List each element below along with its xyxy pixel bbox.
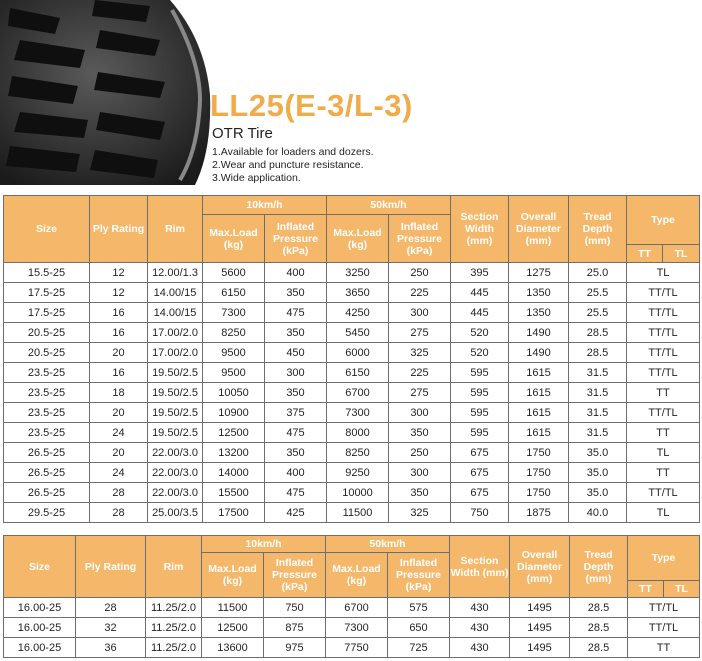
table-cell: 11.25/2.0 [146, 618, 202, 638]
header-max-load: Max.Load (kg) [203, 215, 265, 263]
table-cell: 7750 [326, 638, 388, 658]
table-cell: 3650 [327, 283, 389, 303]
header-pressure: Inflated Pressure (kPa) [389, 215, 451, 263]
header-size: Size [4, 536, 76, 598]
table-cell: 13200 [203, 443, 265, 463]
table-cell: 20.5-25 [4, 343, 90, 363]
tire-image [0, 0, 215, 185]
header-type: Type [628, 536, 700, 581]
table-cell: 12 [90, 283, 148, 303]
header-ply-rating: Ply Rating [76, 536, 146, 598]
table-row [4, 283, 700, 303]
table-cell: TT [628, 638, 700, 658]
table-cell: 19.50/2.5 [148, 363, 203, 383]
header-max-load: Max.Load (kg) [327, 215, 389, 263]
table-cell: 22.00/3.0 [148, 463, 203, 483]
table-cell: 12.00/1.3 [148, 263, 203, 283]
table-cell: 300 [389, 303, 451, 323]
table-cell: 425 [265, 503, 327, 523]
table-row [4, 638, 700, 658]
header-speed-10: 10km/h [202, 536, 326, 553]
table-cell: 445 [451, 303, 509, 323]
header-tl: TL [663, 245, 700, 263]
table-cell: 7300 [327, 403, 389, 423]
table-cell: 595 [451, 383, 509, 403]
table-cell: 28.5 [569, 323, 627, 343]
table-cell: 250 [389, 263, 451, 283]
table-cell: 6700 [327, 383, 389, 403]
table-cell: 350 [265, 283, 327, 303]
table-cell: 11500 [202, 598, 264, 618]
table-cell: 28 [90, 503, 148, 523]
header-pressure: Inflated Pressure (kPa) [388, 553, 450, 598]
table-cell: 445 [451, 283, 509, 303]
table-cell: 5600 [203, 263, 265, 283]
table-cell: 430 [450, 638, 510, 658]
header-tt: TT [628, 581, 664, 598]
table-cell: 28.5 [570, 638, 628, 658]
table-row [4, 423, 700, 443]
feature-item: 3.Wide application. [212, 172, 301, 184]
table-cell: 25.0 [569, 263, 627, 283]
table-cell: 3250 [327, 263, 389, 283]
table-cell: 1350 [509, 283, 569, 303]
header-overall-diameter: Overall Diameter (mm) [510, 536, 570, 598]
table-cell: 28 [76, 598, 146, 618]
table-row [4, 503, 700, 523]
table-cell: 1495 [510, 598, 570, 618]
header-max-load: Max.Load (kg) [202, 553, 264, 598]
table-cell: 10000 [327, 483, 389, 503]
table-cell: TT/TL [627, 343, 700, 363]
header-pressure: Inflated Pressure (kPa) [264, 553, 326, 598]
header-section-width: Section Width (mm) [450, 536, 510, 598]
table-cell: 17.5-25 [4, 283, 90, 303]
table-cell: 6700 [326, 598, 388, 618]
table-cell: TT/TL [627, 403, 700, 423]
table-cell: 475 [265, 483, 327, 503]
table-cell: 11.25/2.0 [146, 598, 202, 618]
header-tread-depth: Tread Depth (mm) [569, 196, 627, 263]
table-cell: 15500 [203, 483, 265, 503]
spec-table-main [3, 195, 700, 523]
table-cell: 31.5 [569, 423, 627, 443]
table-cell: 11.25/2.0 [146, 638, 202, 658]
header-type: Type [627, 196, 700, 245]
table-cell: 975 [264, 638, 326, 658]
table-cell: 7300 [326, 618, 388, 638]
table-row [4, 618, 700, 638]
table-cell: 17.5-25 [4, 303, 90, 323]
table-cell: 1615 [509, 363, 569, 383]
table-cell: 29.5-25 [4, 503, 90, 523]
table-cell: 28 [90, 483, 148, 503]
table-cell: 23.5-25 [4, 403, 90, 423]
header-ply-rating: Ply Rating [90, 196, 148, 263]
table-cell: 1615 [509, 383, 569, 403]
header-tt: TT [627, 245, 663, 263]
table-cell: 35.0 [569, 443, 627, 463]
table-cell: 24 [90, 463, 148, 483]
spec-table-secondary [3, 535, 700, 658]
product-title: LL25(E-3/L-3) [210, 88, 413, 123]
table-cell: 9500 [203, 363, 265, 383]
table-cell: 16.00-25 [4, 638, 76, 658]
header-tl: TL [664, 581, 700, 598]
table-cell: 22.00/3.0 [148, 443, 203, 463]
table-cell: 36 [76, 638, 146, 658]
table-cell: 14000 [203, 463, 265, 483]
table-row [4, 463, 700, 483]
table-cell: 520 [451, 323, 509, 343]
table-cell: 31.5 [569, 363, 627, 383]
table-cell: 8250 [203, 323, 265, 343]
table-cell: 750 [451, 503, 509, 523]
table-cell: 5450 [327, 323, 389, 343]
table-cell: 31.5 [569, 403, 627, 423]
table-cell: 400 [265, 263, 327, 283]
table-row [4, 343, 700, 363]
table-cell: 675 [451, 443, 509, 463]
table-cell: 22.00/3.0 [148, 483, 203, 503]
table-cell: 17500 [203, 503, 265, 523]
table-cell: 23.5-25 [4, 423, 90, 443]
table-cell: 16.00-25 [4, 618, 76, 638]
table-cell: 1750 [509, 483, 569, 503]
table-cell: 14.00/15 [148, 303, 203, 323]
table-cell: 19.50/2.5 [148, 423, 203, 443]
table-cell: 35.0 [569, 483, 627, 503]
table-cell: TL [627, 503, 700, 523]
table-row [4, 383, 700, 403]
table-cell: 15.5-25 [4, 263, 90, 283]
table-cell: 17.00/2.0 [148, 323, 203, 343]
table-cell: 19.50/2.5 [148, 383, 203, 403]
table-cell: 9250 [327, 463, 389, 483]
table-cell: 16 [90, 303, 148, 323]
table-cell: 375 [265, 403, 327, 423]
table-row [4, 363, 700, 383]
table-cell: 1750 [509, 463, 569, 483]
table-cell: 7300 [203, 303, 265, 323]
table-cell: TL [627, 263, 700, 283]
table-cell: 575 [388, 598, 450, 618]
table-cell: 14.00/15 [148, 283, 203, 303]
table-cell: TT/TL [628, 598, 700, 618]
header-pressure: Inflated Pressure (kPa) [265, 215, 327, 263]
table-cell: 9500 [203, 343, 265, 363]
table-cell: 750 [264, 598, 326, 618]
spec-table-secondary-body [4, 598, 700, 658]
table-cell: 11500 [327, 503, 389, 523]
table-cell: 675 [451, 483, 509, 503]
table-cell: 1275 [509, 263, 569, 283]
table-cell: 450 [265, 343, 327, 363]
table-cell: 350 [265, 443, 327, 463]
table-cell: 325 [389, 343, 451, 363]
table-cell: 1490 [509, 323, 569, 343]
table-cell: 17.00/2.0 [148, 343, 203, 363]
table-cell: 16.00-25 [4, 598, 76, 618]
table-cell: 300 [389, 463, 451, 483]
product-subtitle: OTR Tire [212, 125, 273, 142]
table-cell: 31.5 [569, 383, 627, 403]
table-cell: 595 [451, 403, 509, 423]
table-row [4, 303, 700, 323]
table-cell: TT/TL [627, 283, 700, 303]
header-tread-depth: Tread Depth (mm) [570, 536, 628, 598]
table-cell: 4250 [327, 303, 389, 323]
table-cell: 26.5-25 [4, 463, 90, 483]
table-cell: 10900 [203, 403, 265, 423]
table-cell: 28.5 [570, 618, 628, 638]
table-cell: 675 [451, 463, 509, 483]
table-cell: 40.0 [569, 503, 627, 523]
table-cell: 6150 [327, 363, 389, 383]
table-cell: 1615 [509, 403, 569, 423]
table-row [4, 263, 700, 283]
table-cell: 1750 [509, 443, 569, 463]
table-cell: 35.0 [569, 463, 627, 483]
table-cell: 725 [388, 638, 450, 658]
table-cell: 25.5 [569, 283, 627, 303]
table-row [4, 598, 700, 618]
table-cell: 275 [389, 323, 451, 343]
table-cell: 16 [90, 323, 148, 343]
table-cell: 395 [451, 263, 509, 283]
table-cell: 12500 [203, 423, 265, 443]
table-cell: TT/TL [627, 323, 700, 343]
table-cell: 875 [264, 618, 326, 638]
table-cell: TT [627, 423, 700, 443]
table-cell: 24 [90, 423, 148, 443]
table-cell: 20.5-25 [4, 323, 90, 343]
table-cell: TT/TL [627, 303, 700, 323]
feature-item: 1.Available for loaders and dozers. [212, 146, 374, 158]
table-cell: TT [627, 463, 700, 483]
table-cell: 1490 [509, 343, 569, 363]
table-cell: 275 [389, 383, 451, 403]
table-cell: 475 [265, 303, 327, 323]
table-cell: 225 [389, 363, 451, 383]
table-cell: 400 [265, 463, 327, 483]
table-cell: TT [627, 383, 700, 403]
header-size: Size [4, 196, 90, 263]
table-cell: 225 [389, 283, 451, 303]
table-cell: TT/TL [628, 618, 700, 638]
table-cell: 20 [90, 343, 148, 363]
table-cell: TT/TL [627, 363, 700, 383]
table-cell: 250 [389, 443, 451, 463]
header-overall-diameter: Overall Diameter (mm) [509, 196, 569, 263]
table-cell: 595 [451, 423, 509, 443]
header-rim: Rim [146, 536, 202, 598]
table-cell: 1495 [510, 638, 570, 658]
table-cell: 10050 [203, 383, 265, 403]
table-cell: 430 [450, 598, 510, 618]
table-cell: 20 [90, 443, 148, 463]
table-cell: 350 [389, 483, 451, 503]
header-max-load: Max.Load (kg) [326, 553, 388, 598]
header-rim: Rim [148, 196, 203, 263]
table-cell: 475 [265, 423, 327, 443]
table-cell: 520 [451, 343, 509, 363]
table-cell: 430 [450, 618, 510, 638]
table-cell: 12 [90, 263, 148, 283]
table-cell: 28.5 [570, 598, 628, 618]
table-cell: 8000 [327, 423, 389, 443]
table-cell: 1350 [509, 303, 569, 323]
table-row [4, 403, 700, 423]
table-cell: 20 [90, 403, 148, 423]
table-cell: 1615 [509, 423, 569, 443]
spec-table-main-body [4, 263, 700, 523]
table-cell: 325 [389, 503, 451, 523]
table-cell: 25.5 [569, 303, 627, 323]
table-cell: 18 [90, 383, 148, 403]
table-cell: 6000 [327, 343, 389, 363]
table-cell: 23.5-25 [4, 383, 90, 403]
table-cell: 595 [451, 363, 509, 383]
table-cell: 19.50/2.5 [148, 403, 203, 423]
table-row [4, 323, 700, 343]
table-cell: 26.5-25 [4, 483, 90, 503]
table-cell: 350 [265, 383, 327, 403]
header-speed-50: 50km/h [327, 196, 451, 215]
table-cell: TT/TL [627, 483, 700, 503]
table-cell: 350 [265, 323, 327, 343]
table-cell: 23.5-25 [4, 363, 90, 383]
table-cell: 300 [265, 363, 327, 383]
table-cell: 350 [389, 423, 451, 443]
feature-list [212, 146, 374, 185]
table-cell: 8250 [327, 443, 389, 463]
table-cell: 32 [76, 618, 146, 638]
table-row [4, 443, 700, 463]
table-row [4, 483, 700, 503]
feature-item: 2.Wear and puncture resistance. [212, 159, 364, 171]
header-section-width: Section Width (mm) [451, 196, 509, 263]
header-speed-10: 10km/h [203, 196, 327, 215]
table-cell: 16 [90, 363, 148, 383]
table-cell: 300 [389, 403, 451, 423]
table-cell: 1495 [510, 618, 570, 638]
table-cell: 26.5-25 [4, 443, 90, 463]
table-cell: 25.00/3.5 [148, 503, 203, 523]
table-cell: 650 [388, 618, 450, 638]
table-cell: 1875 [509, 503, 569, 523]
table-cell: 12500 [202, 618, 264, 638]
table-cell: 13600 [202, 638, 264, 658]
table-cell: 28.5 [569, 343, 627, 363]
header-speed-50: 50km/h [326, 536, 450, 553]
table-cell: 6150 [203, 283, 265, 303]
table-cell: TL [627, 443, 700, 463]
